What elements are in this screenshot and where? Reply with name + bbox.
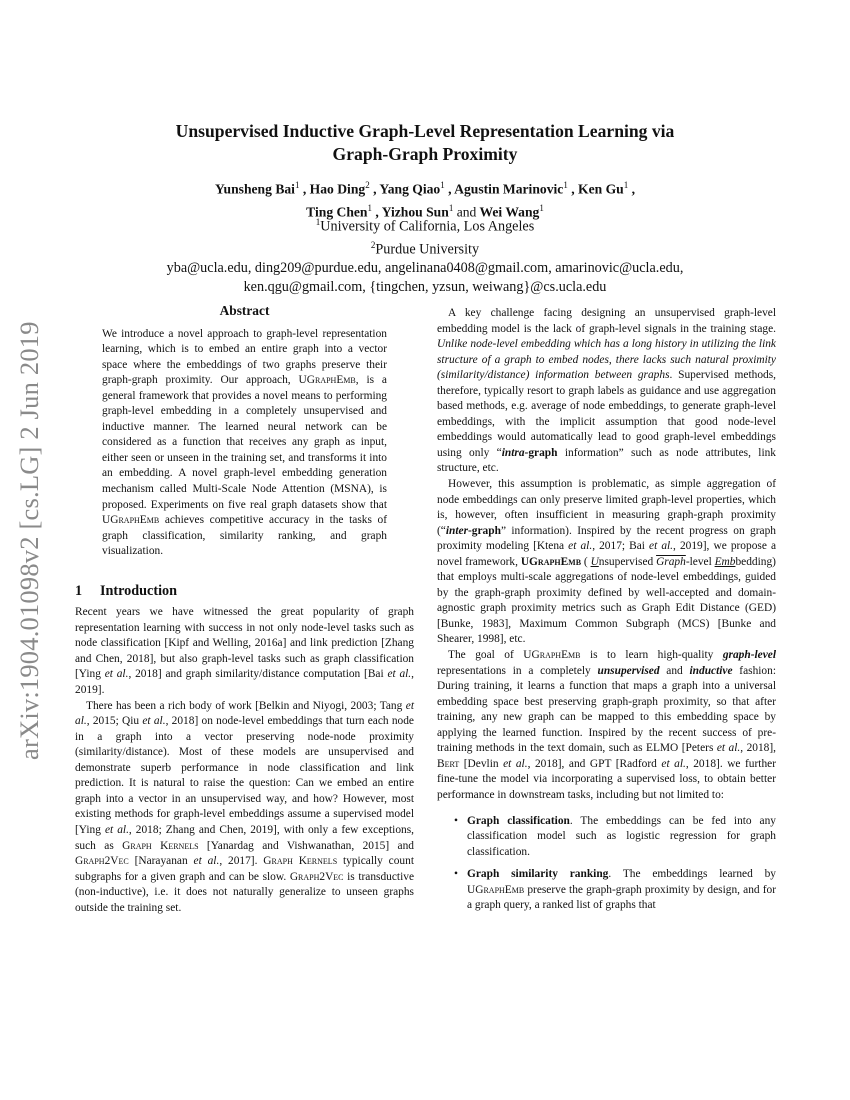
text-run: , 2017; Bai xyxy=(592,540,650,553)
text-run: . Supervised methods, therefore, typically resort to graph labels as guidance and use aggregation based methods, e.g. average of node embeddings, to generate graph-level embeddings, with the implicit assumption that good node-level embeddings would automatically lead to good graph-level embeddings using only “ xyxy=(437,369,777,459)
styled-text: -graph xyxy=(524,446,558,459)
author-name: Hao Ding xyxy=(309,181,366,197)
section-heading xyxy=(75,584,414,600)
paragraph xyxy=(437,306,776,477)
styled-text: UGraphEmb xyxy=(467,883,525,896)
author-name: Yang Qiao xyxy=(379,181,441,197)
list-item xyxy=(467,814,776,861)
paragraph xyxy=(437,477,776,648)
styled-text: et al. xyxy=(104,668,129,681)
text-run: bedding) that employs multi-scale aggregations of node-level embeddings, guided by the graph-graph proximity defined by well-accepted and domain-agnostic graph proximity metrics such as Graph Edit Distance (GED) [Bunke, 1983], Maximum Common Subgraph (MCS) [Bunke and Shearer, 1998], etc. xyxy=(437,555,776,646)
affiliation-mark: 1 xyxy=(448,202,454,213)
styled-text: Unlike node-level embedding which has a long history in utilizing the link structure of a graph to embed nodes, there lacks such natural proximity (similarity/distance) information between graphs xyxy=(437,338,776,382)
styled-text: et al. xyxy=(193,855,220,868)
styled-text: Graph xyxy=(656,555,686,568)
text-run: The goal of xyxy=(448,649,524,662)
text-run: , 2018], xyxy=(740,742,776,755)
text-run: fashion: During training, it learns a function that maps a graph into a universal embedding space best preserving graph-graph proximity, so that after training, any new graph can be mapped to this embedding space by applying the learned function. Inspired by the recent success of pre-training methods in the text domain, such as ELMO [Peters xyxy=(437,664,776,755)
arxiv-identifier: arXiv:1904.01098v2 [cs.LG] 2 Jun 2019 xyxy=(14,321,44,760)
paper-title xyxy=(60,120,790,166)
styled-text: et al. xyxy=(568,540,593,553)
styled-text: intra xyxy=(501,446,525,459)
left-column xyxy=(75,303,414,916)
text-run: . The embeddings can be fed into any classification model such as logistic regression for graph classification. xyxy=(467,814,776,858)
author-line: Ting Chen$^1$ , Yizhou Sun$^1$ and Wei Wang$^1$ xyxy=(306,202,544,220)
author-name: Ken Gu xyxy=(578,181,624,197)
styled-text: -graph xyxy=(468,524,501,537)
text-run: However, this assumption is problematic, as simple aggregation of node embeddings can only preserve limited graph-level properties, which is, however, often insufficient in measuring graph-graph proximity (“ xyxy=(437,478,776,537)
text-run: -level xyxy=(685,555,715,568)
and-conjunction: and xyxy=(456,204,477,220)
styled-text: et al. xyxy=(649,540,674,553)
text-run: is transductive (non-inductive), i.e. it does not naturally generalize to unseen graphs outside the training set. xyxy=(75,870,414,914)
styled-text: Graph Kernels xyxy=(263,855,338,868)
text-run: There has been a rich body of work [Belkin and Niyogi, 2003; Tang xyxy=(86,699,406,712)
text-run: , is a general framework that provides a novel means to performing graph-level embedding in a completely unsupervised and inductive manner. The learned neural network can be considered as a function that receives any graph as input, either seen or unseen in the training set, and transforms it into an embedding. A novel graph-level embedding generation mechanism called Multi-Scale Node Attention (MSNA), is proposed. Experiments on five real graph datasets show that xyxy=(102,374,387,511)
text-run: , 2019], we propose a novel framework, xyxy=(437,540,777,568)
abstract-text xyxy=(102,327,387,560)
text-run: , 2015; Qiu xyxy=(86,715,143,728)
styled-text: inductive xyxy=(689,664,733,677)
styled-text: et al. xyxy=(716,742,741,755)
text-run: , 2019]. xyxy=(75,668,415,697)
section-title: Introduction xyxy=(100,582,177,599)
affiliations xyxy=(60,213,790,296)
title-line: Unsupervised Inductive Graph-Level Representation Learning via xyxy=(175,121,675,141)
author-name: Yunsheng Bai xyxy=(214,181,295,197)
affiliation-mark: 1 xyxy=(367,202,372,213)
section-number: 1 xyxy=(75,582,83,599)
text-run: information” such as node attributes, link structure, etc. xyxy=(437,446,777,475)
text-run: , 2018] and graph similarity/distance computation [Bai xyxy=(128,668,388,681)
affiliation-name: Purdue University xyxy=(375,241,480,258)
styled-text: Graph Kernels xyxy=(122,839,199,852)
text-run: ( xyxy=(581,555,591,568)
affiliation-mark: 1 xyxy=(440,180,445,190)
styled-text: et al. xyxy=(142,715,166,728)
styled-text: U xyxy=(590,555,599,568)
styled-text: Graph similarity ranking xyxy=(467,868,609,881)
abstract-heading: Abstract xyxy=(219,303,270,318)
text-run: nsupervised xyxy=(598,555,657,568)
affiliation-mark: 2 xyxy=(365,180,370,190)
styled-text: graph-level xyxy=(722,649,776,662)
styled-text: Bert xyxy=(437,757,460,770)
text-run: achieves competitive accuracy in the tasks of graph classification, similarity ranking, and graph visualization. xyxy=(102,514,387,558)
paragraph xyxy=(75,605,414,698)
text-run: , 2018], and GPT [Radford xyxy=(527,757,662,770)
text-run: [Devlin xyxy=(459,757,504,770)
affiliation xyxy=(60,213,790,236)
text-run: typically count subgraphs for a given graph and can be slow. xyxy=(75,855,414,883)
author-name: Agustin Marinovic xyxy=(454,181,564,197)
author-name: Wei Wang xyxy=(479,204,540,220)
text-run: [Narayanan xyxy=(128,855,194,868)
author-line: Yunsheng Bai$^1$ , Hao Ding$^2$ , Yang Qiao$^1$ , Agustin Marinovic$^1$ , Ken Gu$^1$ , xyxy=(214,180,636,197)
title-line: Graph-Graph Proximity xyxy=(332,144,518,164)
text-run: , 2018; Zhang and Chen, 2019], with only a few exceptions, such as xyxy=(75,823,414,852)
task-list xyxy=(437,814,776,914)
affiliation-mark: 1 xyxy=(294,180,300,190)
email-line: yba@ucla.edu, ding209@purdue.edu, angelinana0408@gmail.com, amarinovic@ucla.edu, xyxy=(166,260,684,277)
styled-text: UGraphEmb xyxy=(102,514,160,527)
styled-text: et al. xyxy=(661,757,686,770)
text-run: preserve the graph-graph proximity by design, and for a graph query, a ranked list of graphs that xyxy=(467,883,776,912)
author-name: Yizhou Sun xyxy=(381,204,449,220)
text-run: representations in a completely xyxy=(437,664,598,677)
styled-text: unsupervised xyxy=(597,664,660,677)
styled-text: Emb xyxy=(714,555,736,568)
text-run: ” information). Inspired by the recent progress on graph proximity modeling [Ktena xyxy=(437,524,776,553)
paragraph xyxy=(75,699,414,917)
styled-text: UGraphEmb xyxy=(298,374,356,387)
affiliation-mark: 2 xyxy=(370,240,376,251)
styled-text: et al. xyxy=(387,668,412,681)
affiliation xyxy=(60,236,790,259)
affiliation-mark: 1 xyxy=(623,180,629,190)
text-run: A key challenge facing designing an unsupervised graph-level embedding model is the lack of graph-level signals in the training stage. xyxy=(437,307,776,335)
text-run: We introduce a novel approach to graph-level representation learning, which is to embed an entire graph into a vector space where the embeddings of two graphs preserve their graph-graph proximity. Our approach, xyxy=(102,327,387,387)
styled-text: inter xyxy=(445,524,469,537)
styled-text: et al. xyxy=(104,823,129,836)
styled-text: Graph classification xyxy=(467,814,570,827)
list-item xyxy=(467,867,776,914)
styled-text: et al. xyxy=(503,757,528,770)
text-run: is to learn high-quality xyxy=(580,649,723,662)
author-name: Ting Chen xyxy=(306,204,368,220)
text-run: Recent years we have witnessed the great popularity of graph representation learning with success in not only node-level tasks such as node classification [Kipf and Welling, 2016a] and link prediction [Zhang and Chen, 2018], but also graph-level tasks such as graph classification [Ying xyxy=(75,606,414,681)
paragraph xyxy=(437,648,776,803)
text-run: , 2018]. we further fine-tune the model via incorporating a supervised loss, to obtain better performance in downstream tasks, including but not limited to: xyxy=(437,757,776,801)
email-line: ken.qgu@gmail.com, {tingchen, yzsun, weiwang}@cs.ucla.edu xyxy=(243,278,607,295)
text-run: , 2018] on node-level embeddings that turn each node in a graph into a vector preserving node-node proximity (similarity/distance). Most of these models are unsupervised and demonstrate superb performance in node classification and link prediction. It is natural to raise the question: Can we embed an entire graph into a vector in an unsupervised way, and how? However, most existing methods for graph-level embeddings assume a supervised model [Ying xyxy=(75,715,414,836)
styled-text: Graph2Vec xyxy=(75,855,129,868)
text-run: [Yanardag and Vishwanathan, 2015] and xyxy=(198,839,414,852)
affiliation-mark: 1 xyxy=(315,217,321,227)
styled-text: UGraphEmb xyxy=(523,649,581,662)
text-run: and xyxy=(659,664,690,677)
styled-text: et al. xyxy=(75,699,414,728)
text-run: . The embeddings learned by xyxy=(608,868,776,881)
affiliation-name: University of California, Los Angeles xyxy=(320,218,535,235)
styled-text: Graph2Vec xyxy=(289,870,344,883)
right-column xyxy=(437,306,776,921)
text-run: , 2017]. xyxy=(219,855,264,868)
affiliation-mark: 1 xyxy=(539,202,544,213)
styled-text: UGraphEmb xyxy=(520,555,582,568)
affiliation-mark: 1 xyxy=(563,180,568,190)
